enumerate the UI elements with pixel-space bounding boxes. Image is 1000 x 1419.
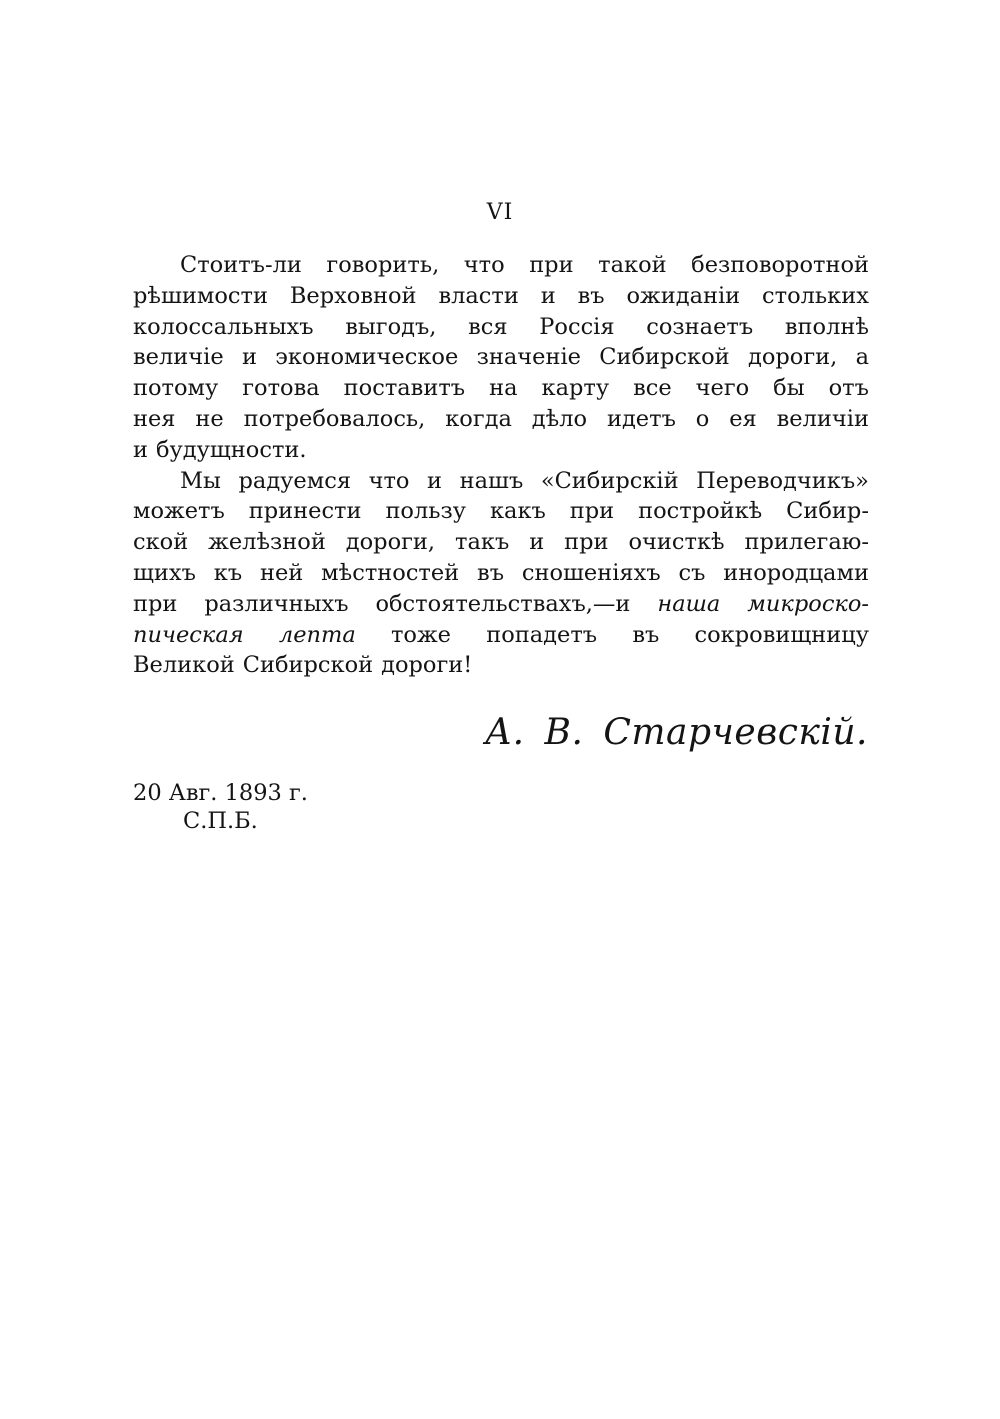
word: и xyxy=(241,344,257,371)
word: ней xyxy=(260,559,304,586)
paragraph-1-line xyxy=(133,250,869,281)
word: можетъ xyxy=(133,498,225,525)
word: щихъ xyxy=(133,559,196,586)
word: будущности. xyxy=(156,436,307,463)
word: при xyxy=(133,590,178,617)
word: значеніе xyxy=(476,344,581,371)
word: сознаетъ xyxy=(646,313,754,340)
paragraph-1-line xyxy=(133,312,869,343)
word: нея xyxy=(133,405,176,432)
word: нашъ xyxy=(459,467,524,494)
word: власти xyxy=(438,282,519,309)
word: Стоитъ-ли xyxy=(180,252,302,278)
word: идетъ xyxy=(606,405,676,432)
word: дороги! xyxy=(381,652,473,679)
word: и xyxy=(529,529,545,556)
paragraph-2-line xyxy=(133,650,869,681)
word: стольких xyxy=(762,282,869,309)
place-line: С.П.Б. xyxy=(183,808,258,834)
word: что xyxy=(463,252,505,278)
word: на xyxy=(489,375,518,402)
word: выгодъ, xyxy=(345,313,437,340)
word: попадетъ xyxy=(486,621,598,648)
word: и xyxy=(133,436,148,463)
page-number: VI xyxy=(486,200,514,225)
word: обстоятельствахъ,—и xyxy=(375,590,631,617)
word: а xyxy=(855,344,869,371)
word: въ xyxy=(632,621,660,648)
word: въ xyxy=(477,559,505,586)
paragraph-1-line xyxy=(133,373,869,404)
word: къ xyxy=(213,559,243,586)
word: желѣзной xyxy=(208,529,326,556)
word: при xyxy=(569,498,615,525)
word: ея xyxy=(729,405,757,432)
word: о xyxy=(695,405,710,432)
paragraph-2-line xyxy=(133,527,869,558)
paragraph-1-line xyxy=(133,435,869,466)
word: лепта xyxy=(278,621,356,648)
word: поставитъ xyxy=(343,375,466,402)
word: съ xyxy=(678,559,706,586)
author-signature: А. В. Старчевскій. xyxy=(484,712,868,753)
word: мѣстностей xyxy=(321,559,460,586)
word: сокровищницу xyxy=(694,621,869,648)
word: различныхъ xyxy=(204,590,349,617)
word: въ xyxy=(577,282,605,309)
word: инородцами xyxy=(723,559,869,586)
word: очисткѣ xyxy=(628,529,725,556)
word: принести xyxy=(248,498,362,525)
word: Великой xyxy=(133,652,235,679)
word: «Сибирскій xyxy=(540,467,679,494)
word: колоссальныхъ xyxy=(133,313,314,340)
paragraph-2-line xyxy=(133,589,869,620)
word: Сибирской xyxy=(242,652,374,679)
word: дороги, xyxy=(345,529,436,556)
word: постройкѣ xyxy=(638,498,763,525)
word: Россія xyxy=(539,313,615,340)
word: прилегаю- xyxy=(744,529,869,556)
word: какъ xyxy=(489,498,546,525)
word: Мы xyxy=(180,467,221,494)
word: ожиданіи xyxy=(626,282,741,309)
word: и xyxy=(427,467,443,494)
paragraph-2-line xyxy=(133,496,869,527)
word: такой xyxy=(598,252,667,278)
word: карту xyxy=(541,375,610,402)
word: при xyxy=(564,529,609,556)
word: величіи xyxy=(776,405,869,432)
word: Сибир- xyxy=(786,498,869,525)
word: Верховной xyxy=(289,282,417,309)
paragraph-1-line xyxy=(133,342,869,373)
word: когда xyxy=(445,405,512,432)
word: дороги, xyxy=(747,344,838,371)
paragraph-1-line xyxy=(133,281,869,312)
word: потребовалось, xyxy=(243,405,426,432)
word: вполнѣ xyxy=(784,313,869,340)
paragraph-1-line xyxy=(133,404,869,435)
word: экономическое xyxy=(275,344,459,371)
word: потому xyxy=(133,375,219,402)
word: безповоротной xyxy=(691,252,869,278)
word: бы xyxy=(773,375,805,402)
word: чего xyxy=(695,375,750,402)
word: пическая xyxy=(133,621,244,648)
word: Переводчикъ» xyxy=(696,467,869,494)
word: тоже xyxy=(390,621,451,648)
paragraph-2-line xyxy=(133,558,869,589)
paragraph-2-line xyxy=(133,620,869,651)
word: радуемся xyxy=(238,467,352,494)
word: говорить, xyxy=(326,252,440,278)
word: пользу xyxy=(385,498,467,525)
word: рѣшимости xyxy=(133,282,268,309)
word: и xyxy=(540,282,556,309)
word: отъ xyxy=(828,375,869,402)
word: не xyxy=(195,405,224,432)
word: микроско- xyxy=(747,590,869,617)
word: что xyxy=(368,467,410,494)
word: такъ xyxy=(455,529,510,556)
word: готова xyxy=(242,375,320,402)
word: дѣло xyxy=(531,405,588,432)
date-line: 20 Авг. 1893 г. xyxy=(133,780,308,806)
word: наша xyxy=(657,590,721,617)
paragraph-2-line xyxy=(133,466,869,497)
word: сношеніяхъ xyxy=(521,559,661,586)
word: вся xyxy=(468,313,508,340)
word: при xyxy=(529,252,574,278)
word: Сибирской xyxy=(599,344,730,371)
word: ской xyxy=(133,529,189,556)
word: величіе xyxy=(133,344,224,371)
body-text xyxy=(133,250,869,681)
word: все xyxy=(633,375,672,402)
